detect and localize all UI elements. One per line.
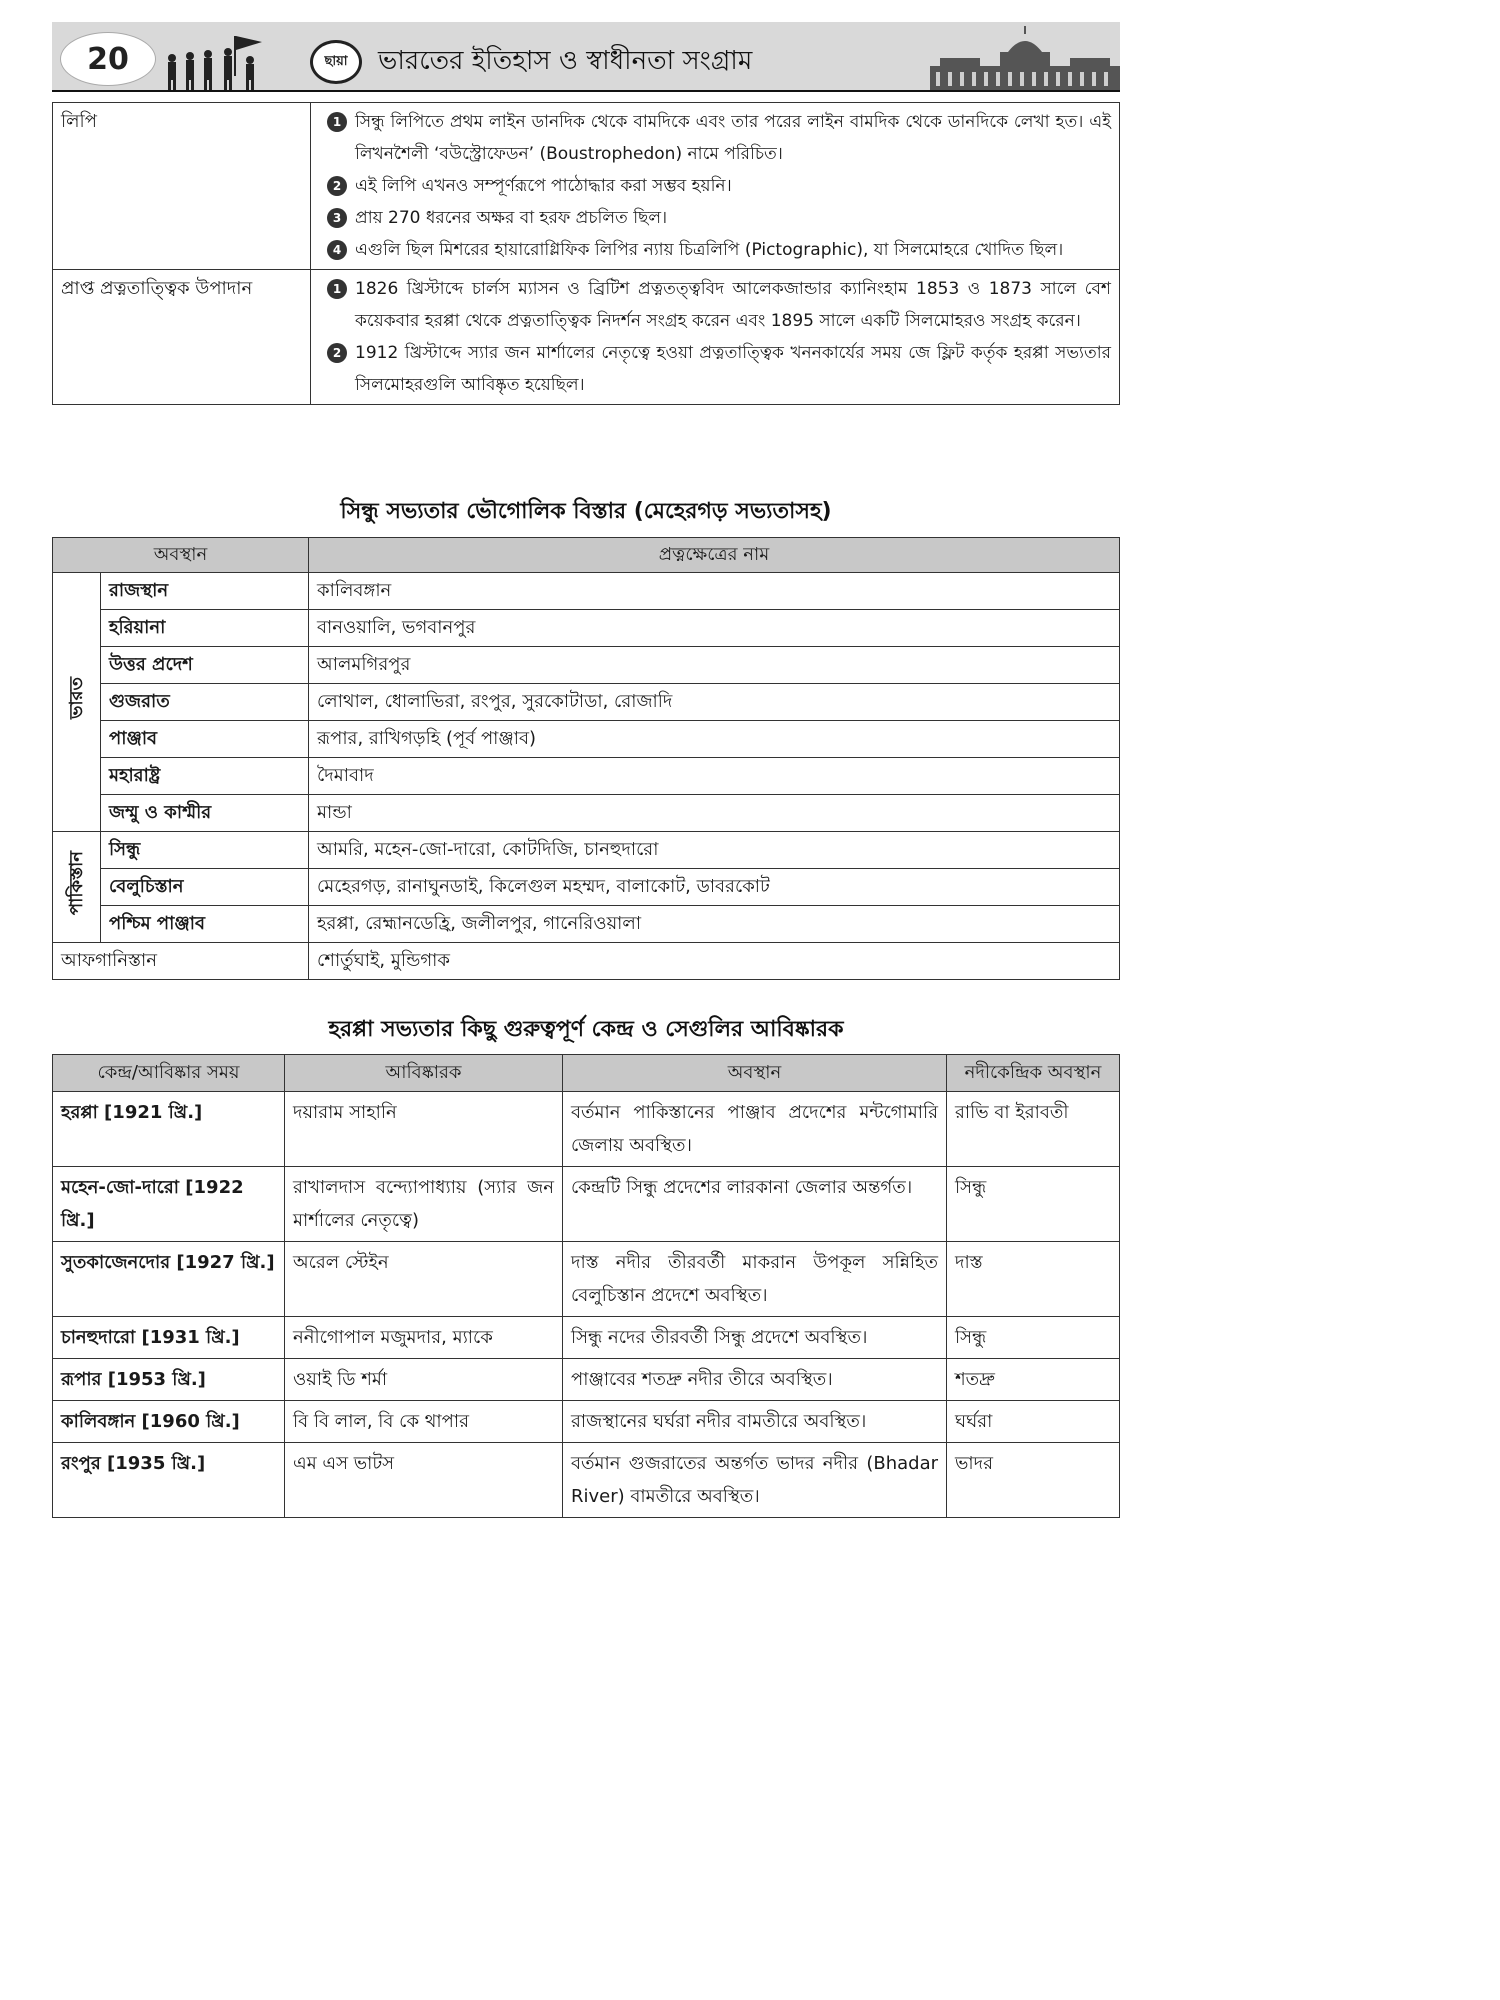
- center-cell: রংপুর [1935 খ্রি.]: [53, 1443, 285, 1518]
- state-cell: সিন্ধু: [101, 832, 309, 869]
- table-row: [53, 1092, 1120, 1167]
- page-number: 20: [60, 32, 156, 86]
- column-header: আবিষ্কারক: [285, 1055, 563, 1092]
- table-row: [53, 721, 1120, 758]
- country-label-pakistan: [53, 832, 101, 943]
- table-row: [53, 647, 1120, 684]
- table-row: [53, 684, 1120, 721]
- table-row: [53, 103, 1120, 270]
- sites-cell: মেহেরগড়, রানাঘুনডাই, কিলেগুল মহম্মদ, বালাকোট, ডাবরকোট: [309, 869, 1120, 906]
- item-text: এগুলি ছিল মিশরের হায়ারোগ্লিফিক লিপির ন্যায় চিত্রলিপি (Pictographic), যা সিলমোহরে খোদিত ছিল।: [355, 240, 1064, 260]
- list-item: [319, 337, 1111, 401]
- state-cell: রাজস্থান: [101, 573, 309, 610]
- item-text: 1826 খ্রিস্টাব্দে চার্লস ম্যাসন ও ব্রিটিশ প্রত্নতত্ত্ববিদ আলেকজান্ডার ক্যানিংহাম 1853 ও 1873 সালে বেশ কয়েকবার হরপ্পা থেকে প্রত্নতাত্ত্বিক নিদর্শন সংগ্রহ করেন এবং 1895 সালে একটি সিলমোহরও সংগ্রহ করেন।: [355, 279, 1111, 331]
- list-item: [319, 273, 1111, 337]
- publisher-logo: ছায়া: [310, 40, 362, 84]
- column-header: অবস্থান: [53, 538, 309, 573]
- center-cell: রূপার [1953 খ্রি.]: [53, 1359, 285, 1401]
- river-cell: ভাদর: [947, 1443, 1120, 1518]
- discoverer-cell: ওয়াই ডি শর্মা: [285, 1359, 563, 1401]
- location-cell: রাজস্থানের ঘর্ঘরা নদীর বামতীরে অবস্থিত।: [563, 1401, 947, 1443]
- state-cell: হরিয়ানা: [101, 610, 309, 647]
- state-cell: মহারাষ্ট্র: [101, 758, 309, 795]
- table-row: [53, 610, 1120, 647]
- sites-cell: কালিবঙ্গান: [309, 573, 1120, 610]
- discoverer-cell: দয়ারাম সাহানি: [285, 1092, 563, 1167]
- river-cell: ঘর্ঘরা: [947, 1401, 1120, 1443]
- location-cell: কেন্দ্রটি সিন্ধু প্রদেশের লারকানা জেলার অন্তর্গত।: [563, 1167, 947, 1242]
- location-cell: সিন্ধু নদের তীরবর্তী সিন্ধু প্রদেশে অবস্থিত।: [563, 1317, 947, 1359]
- table-row: [53, 270, 1120, 405]
- row-label: প্রাপ্ত প্রত্নতাত্ত্বিক উপাদান: [53, 270, 311, 405]
- country-label-india: [53, 573, 101, 832]
- sites-cell: শোর্তুঘাই, মুন্ডিগাক: [309, 943, 1120, 980]
- table-header-row: [53, 538, 1120, 573]
- table-row: [53, 1401, 1120, 1443]
- table-row: [53, 1167, 1120, 1242]
- state-cell: আফগানিস্তান: [53, 943, 309, 980]
- state-cell: পশ্চিম পাঞ্জাব: [101, 906, 309, 943]
- table-row: [53, 906, 1120, 943]
- item-text: এই লিপি এখনও সম্পূর্ণরূপে পাঠোদ্ধার করা সম্ভব হয়নি।: [355, 176, 732, 196]
- book-title: ভারতের ইতিহাস ও স্বাধীনতা সংগ্রাম: [378, 46, 753, 76]
- harappa-centers-table: [52, 1054, 1120, 1518]
- sites-cell: বানওয়ালি, ভগবানপুর: [309, 610, 1120, 647]
- row-content: [311, 103, 1120, 270]
- sites-cell: আলমগিরপুর: [309, 647, 1120, 684]
- section-title-harappa-centers: হরপ্পা সভ্যতার কিছু গুরুত্বপূর্ণ কেন্দ্র ও সেগুলির আবিষ্কারক: [328, 1017, 844, 1042]
- river-cell: শতদ্রু: [947, 1359, 1120, 1401]
- table-row: [53, 1317, 1120, 1359]
- state-cell: পাঞ্জাব: [101, 721, 309, 758]
- list-item: [319, 202, 1111, 234]
- column-header: নদীকেন্দ্রিক অবস্থান: [947, 1055, 1120, 1092]
- table-row: [53, 1443, 1120, 1518]
- location-cell: বর্তমান গুজরাতের অন্তর্গত ভাদর নদীর (Bhadar River) বামতীরে অবস্থিত।: [563, 1443, 947, 1518]
- item-text: 1912 খ্রিস্টাব্দে স্যার জন মার্শালের নেতৃত্বে হওয়া প্রত্নতাত্ত্বিক খননকার্যের সময় জে ফ্লিট কর্তৃক হরপ্পা সভ্যতার সিলমোহরগুলি আবিষ্কৃত হয়েছিল।: [355, 343, 1111, 395]
- column-header: অবস্থান: [563, 1055, 947, 1092]
- sites-cell: লোথাল, ধোলাভিরা, রংপুর, সুরকোটাডা, রোজাদি: [309, 684, 1120, 721]
- sites-cell: রূপার, রাখিগড়হি (পূর্ব পাঞ্জাব): [309, 721, 1120, 758]
- freedom-fighters-illustration: [152, 36, 302, 92]
- location-cell: বর্তমান পাকিস্তানের পাঞ্জাব প্রদেশের মন্টগোমারি জেলায় অবস্থিত।: [563, 1092, 947, 1167]
- header-underline: [52, 90, 1120, 92]
- river-cell: দাস্ত: [947, 1242, 1120, 1317]
- sites-cell: হরপ্পা, রেহ্মানডেহ্রি, জলীলপুর, গানেরিওয়ালা: [309, 906, 1120, 943]
- state-cell: গুজরাত: [101, 684, 309, 721]
- geography-table: [52, 537, 1120, 980]
- number-badge: 1: [327, 112, 347, 132]
- center-cell: সুতকাজেনদোর [1927 খ্রি.]: [53, 1242, 285, 1317]
- row-content: [311, 270, 1120, 405]
- table-row: [53, 573, 1120, 610]
- number-badge: 1: [327, 279, 347, 299]
- number-badge: 2: [327, 176, 347, 196]
- river-cell: সিন্ধু: [947, 1167, 1120, 1242]
- sites-cell: মান্ডা: [309, 795, 1120, 832]
- river-cell: রাভি বা ইরাবতী: [947, 1092, 1120, 1167]
- list-item: [319, 170, 1111, 202]
- river-cell: সিন্ধু: [947, 1317, 1120, 1359]
- row-label: লিপি: [53, 103, 311, 270]
- discoverer-cell: বি বি লাল, বি কে থাপার: [285, 1401, 563, 1443]
- center-cell: চানহুদারো [1931 খ্রি.]: [53, 1317, 285, 1359]
- parliament-building-illustration: [930, 26, 1120, 92]
- country-label-text: ভারত: [65, 676, 87, 720]
- item-text: প্রায় 270 ধরনের অক্ষর বা হরফ প্রচলিত ছিল।: [355, 208, 668, 228]
- country-label-text: পাকিস্তান: [65, 850, 87, 916]
- table-row: [53, 758, 1120, 795]
- column-header: প্রত্নক্ষেত্রের নাম: [309, 538, 1120, 573]
- table-row: [53, 832, 1120, 869]
- page-header: [52, 22, 1120, 92]
- state-cell: বেলুচিস্তান: [101, 869, 309, 906]
- location-cell: দাস্ত নদীর তীরবর্তী মাকরান উপকূল সন্নিহিত বেলুচিস্তান প্রদেশে অবস্থিত।: [563, 1242, 947, 1317]
- center-cell: কালিবঙ্গান [1960 খ্রি.]: [53, 1401, 285, 1443]
- column-header: কেন্দ্র/আবিষ্কার সময়: [53, 1055, 285, 1092]
- number-badge: 4: [327, 240, 347, 260]
- table-row: [53, 1359, 1120, 1401]
- table-row: [53, 943, 1120, 980]
- discoverer-cell: এম এস ভাটস: [285, 1443, 563, 1518]
- table-row: [53, 1242, 1120, 1317]
- number-badge: 2: [327, 343, 347, 363]
- section-title-geography: সিন্ধু সভ্যতার ভৌগোলিক বিস্তার (মেহেরগড় সভ্যতাসহ): [340, 499, 832, 524]
- center-cell: মহেন-জো-দারো [1922 খ্রি.]: [53, 1167, 285, 1242]
- center-cell: হরপ্পা [1921 খ্রি.]: [53, 1092, 285, 1167]
- number-badge: 3: [327, 208, 347, 228]
- table-header-row: [53, 1055, 1120, 1092]
- item-text: সিন্ধু লিপিতে প্রথম লাইন ডানদিক থেকে বামদিকে এবং তার পরের লাইন বামদিক থেকে ডানদিকে লেখা হত। এই লিখনশৈলী ‘বউস্ট্রোফেডন’ (Boustrophedon) নামে পরিচিত।: [355, 112, 1111, 164]
- discoverer-cell: রাখালদাস বন্দ্যোপাধ্যায় (স্যার জন মার্শালের নেতৃত্বে): [285, 1167, 563, 1242]
- location-cell: পাঞ্জাবের শতদ্রু নদীর তীরে অবস্থিত।: [563, 1359, 947, 1401]
- discoverer-cell: অরেল স্টেইন: [285, 1242, 563, 1317]
- table-row: [53, 869, 1120, 906]
- state-cell: জম্মু ও কাশ্মীর: [101, 795, 309, 832]
- list-item: [319, 106, 1111, 170]
- discoverer-cell: ননীগোপাল মজুমদার, ম্যাকে: [285, 1317, 563, 1359]
- script-table: [52, 102, 1120, 405]
- sites-cell: দৈমাবাদ: [309, 758, 1120, 795]
- list-item: [319, 234, 1111, 266]
- state-cell: উত্তর প্রদেশ: [101, 647, 309, 684]
- sites-cell: আমরি, মহেন-জো-দারো, কোটদিজি, চানহুদারো: [309, 832, 1120, 869]
- table-row: [53, 795, 1120, 832]
